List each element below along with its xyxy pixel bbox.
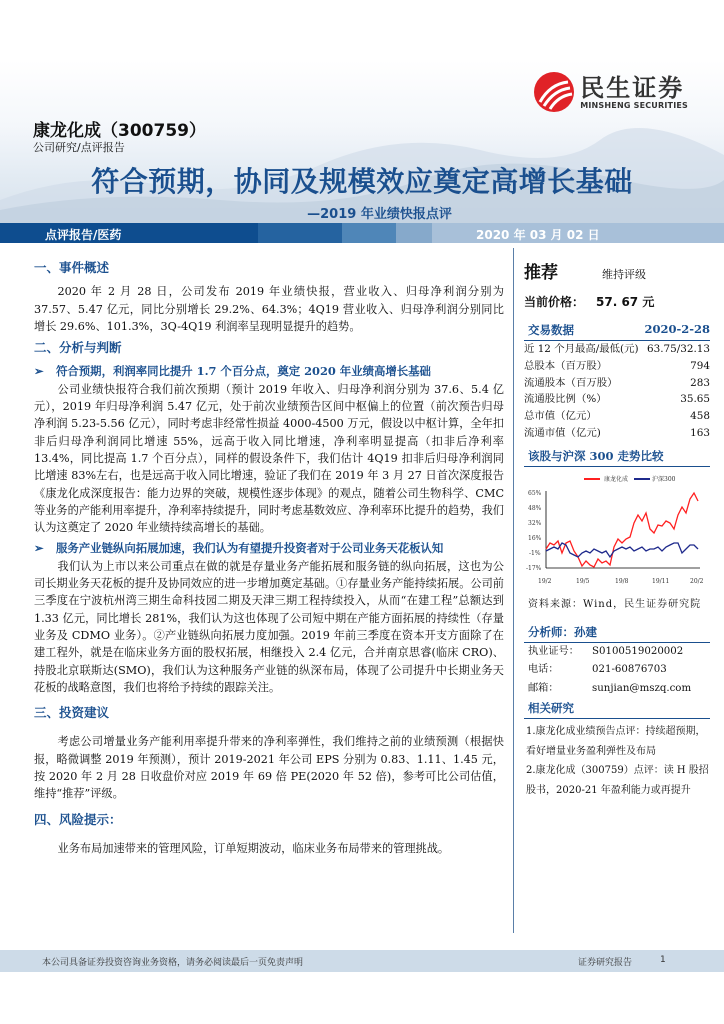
- svg-text:48%: 48%: [528, 504, 542, 512]
- bullet-heading: [34, 363, 504, 380]
- rating: 推荐: [524, 263, 558, 283]
- table-row: [524, 358, 710, 375]
- section-heading-event: 一、事件概述: [34, 260, 110, 275]
- logo-icon: [534, 72, 574, 112]
- trade-data-header: [524, 322, 710, 341]
- row-value: 63.75/32.13: [647, 343, 710, 355]
- analysis-paragraph: 我们认为上市以来公司重点在做的就是存量业务产能拓展和服务链的纵向拓展，这也为公司长期业务天花板的提升及协同效应的进一步增加奠定基础。①存量业务产能持续拓展。公司前三季度在宁波杭州湾三期生命科技园二期及天津三期工程持续投入，从而“在建工程”总额达到 1.33 亿元，同比增长 281%，我们认为这也体现了公司短中期在产能方面拓展的持续性（存量业务及 CDMO 业务）。②产业链纵向拓展力度加强。2019 年前三季度在资本开支方面除了在建工程外，就是在临床业务方面的股权拓展，相继投入 2.4 亿元，合并南京思睿(临床 CRO)、持股北京联斯达(SMO)，我们认为这种服务产业链的纵深布局，体现了公司提升中长期业务天花板的战略意图，我们也将给予持续的跟踪关注。: [34, 559, 504, 694]
- svg-text:19/11: 19/11: [652, 577, 670, 585]
- row-value: 35.65: [680, 393, 710, 406]
- row-value: 794: [690, 359, 710, 372]
- footer-disclaimer: 本公司具备证券投资咨询业务资格，请务必阅读最后一页免责声明: [42, 958, 304, 968]
- trade-data-date: 2020-2-28: [644, 322, 710, 336]
- report-date: 2020 年 03 月 02 日: [476, 228, 600, 242]
- event-paragraph: 2020 年 2 月 28 日，公司发布 2019 年业绩快报，营业收入、归母净利润分别为 37.57、5.47 亿元，同比分别增长 29.2%、64.3%；4Q19 营业收入、归母净利润分别同比增长 29.6%、101.3%，3Q-4Q19 利润率呈现明显提升的趋势。: [34, 285, 504, 333]
- report-title: 符合预期，协同及规模效应奠定高增长基础: [91, 165, 633, 198]
- row-value: 458: [690, 410, 710, 423]
- analyst-info-row: [524, 661, 710, 680]
- sidebar: [524, 258, 710, 800]
- arrow-bullet-icon: ➢: [34, 541, 44, 556]
- svg-text:-1%: -1%: [529, 549, 541, 557]
- table-row: [524, 391, 710, 408]
- row-label: 近 12 个月最高/最低(元): [524, 343, 639, 355]
- related-research-header: [524, 700, 710, 719]
- row-label: 总市值（亿元）: [524, 410, 597, 423]
- brand-name-cn: 民生证券: [580, 73, 685, 102]
- svg-text:19/5: 19/5: [576, 577, 590, 585]
- svg-text:16%: 16%: [528, 534, 542, 542]
- analyst-info-row: [524, 680, 710, 699]
- table-row: [524, 341, 710, 358]
- analyst-info-row: [524, 643, 710, 662]
- current-price: [524, 293, 710, 310]
- table-row: [524, 425, 710, 442]
- table-row: [524, 408, 710, 425]
- page-number: 1: [660, 955, 666, 965]
- report-category: 公司研究/点评报告: [33, 141, 125, 154]
- trade-data-title: 交易数据: [528, 323, 574, 337]
- price-label: 当前价格：: [524, 295, 585, 309]
- brand-logo: [534, 72, 688, 112]
- related-research-title: 相关研究: [528, 701, 574, 716]
- main-content: [34, 256, 504, 861]
- recommendation-paragraph: 考虑公司增量业务产能利用率提升带来的净利率弹性，我们维持之前的业绩预测（根据快报，略微调整 2019 年预测），预计 2019-2021 年公司 EPS 分别为 0.83、1.11、1.45 元，按 2020 年 2 月 28 日收盘价对应 2019 年 69 倍 PE(2020 年 52 倍)，参考可比公司估值，维持“推荐”评级。: [34, 735, 504, 801]
- section-heading-risk: 四、风险提示：: [34, 811, 122, 827]
- footer-report-type: 证券研究报告: [578, 958, 633, 968]
- company-name: 康龙化成（300759）: [33, 121, 206, 141]
- price-value: 57. 67 元: [596, 295, 655, 309]
- bullet-title: 服务产业链纵向拓展加速，我们认为有望提升投资者对于公司业务天花板认知: [56, 541, 444, 556]
- table-row: [524, 375, 710, 392]
- bullet-heading: [34, 540, 504, 557]
- row-value: 283: [690, 376, 710, 389]
- row-label: 流通股本（百万股）: [524, 376, 618, 389]
- bullet-title: 符合预期，利润率同比提升 1.7 个百分点，奠定 2020 年业绩高增长基础: [56, 364, 431, 379]
- analysis-paragraph: 公司业绩快报符合我们前次预期（预计 2019 年收入、归母净利润分别为 37.6、5.4 亿元），2019 年归母净利润 5.47 亿元，处于前次业绩预告区间中枢偏上的位置（前次预告归母净利润 5.23-5.56 亿元），同时考虑非经常性损益 4000-4500 万元，假设以中枢计算，全年扣非后归母净利润同比增速 55%，远高于收入同比增速，净利率明显提高（扣非后净利率 13.4%，同比提高 1.7 个百分点），同样的假设条件下，我们估计 4Q19 扣非后归母净利润同比增速 83%左右，也是远高于收入同比增速，验证了我们在 2019 年 3 月 27 日首次深度报告《康龙化成深度报告：能力边界的突破，规模性逐步体现》的观点，随着公司生物科学、CMC 等业务的产能利用率提升，净利率持续提升，同时考虑基数效应、净利率环比提升的趋势，我们认为这奠定了 2020 年业绩持续高增长的基础。: [34, 382, 504, 535]
- row-value: 163: [690, 426, 710, 439]
- row-label: 流通市值（亿元): [524, 426, 601, 439]
- section-heading-analysis: 二、分析与判断: [34, 340, 122, 356]
- related-research-item[interactable]: 1.康龙化成业绩预告点评：持续超预期，看好增量业务盈利弹性及布局: [526, 726, 706, 757]
- svg-text:19/2: 19/2: [538, 577, 552, 585]
- analyst-header: [524, 624, 710, 643]
- info-value: S0100519020002: [592, 645, 684, 657]
- info-value: 021-60876703: [592, 664, 667, 676]
- legend-hs300: 沪深300: [652, 475, 676, 483]
- related-research-item[interactable]: 2.康龙化成（300759）点评：读 H 股招股书，2020-21 年盈利能力或再提升: [526, 765, 709, 796]
- svg-text:65%: 65%: [528, 489, 542, 497]
- trade-data-table: [524, 341, 710, 442]
- info-label: 电话：: [528, 664, 559, 676]
- row-label: 总股本（百万股）: [524, 359, 608, 372]
- report-subtitle: —2019 年业绩快报点评: [307, 207, 452, 222]
- arrow-bullet-icon: ➢: [34, 364, 44, 379]
- svg-text:32%: 32%: [528, 519, 542, 527]
- legend-kanglong: 康龙化成: [604, 475, 629, 483]
- report-type-label: 点评报告/医药: [45, 228, 122, 242]
- chart-title: 该股与沪深 300 走势比较: [524, 446, 710, 467]
- section-heading-recommendation: 三、投资建议: [34, 705, 110, 721]
- svg-text:19/8: 19/8: [615, 577, 629, 585]
- risk-paragraph: 业务布局加速带来的管理风险，订单短期波动，临床业务布局带来的管理挑战。: [57, 841, 450, 855]
- analyst-title: 分析师：孙建: [528, 624, 597, 639]
- chart-source: 资料来源：Wind，民生证券研究院: [528, 598, 702, 610]
- rating-note: 维持评级: [602, 268, 646, 281]
- info-label: 邮箱：: [528, 682, 559, 694]
- brand-name-en: MINSHENG SECURITIES: [580, 100, 688, 110]
- email-link[interactable]: sunjian@mszq.com: [592, 682, 692, 694]
- info-label: 执业证号：: [528, 645, 579, 657]
- column-divider: [513, 248, 514, 933]
- svg-text:-17%: -17%: [526, 564, 542, 572]
- stock-comparison-chart: [524, 471, 710, 591]
- svg-text:20/2: 20/2: [690, 577, 704, 585]
- row-label: 流通股比例（%）: [524, 393, 607, 406]
